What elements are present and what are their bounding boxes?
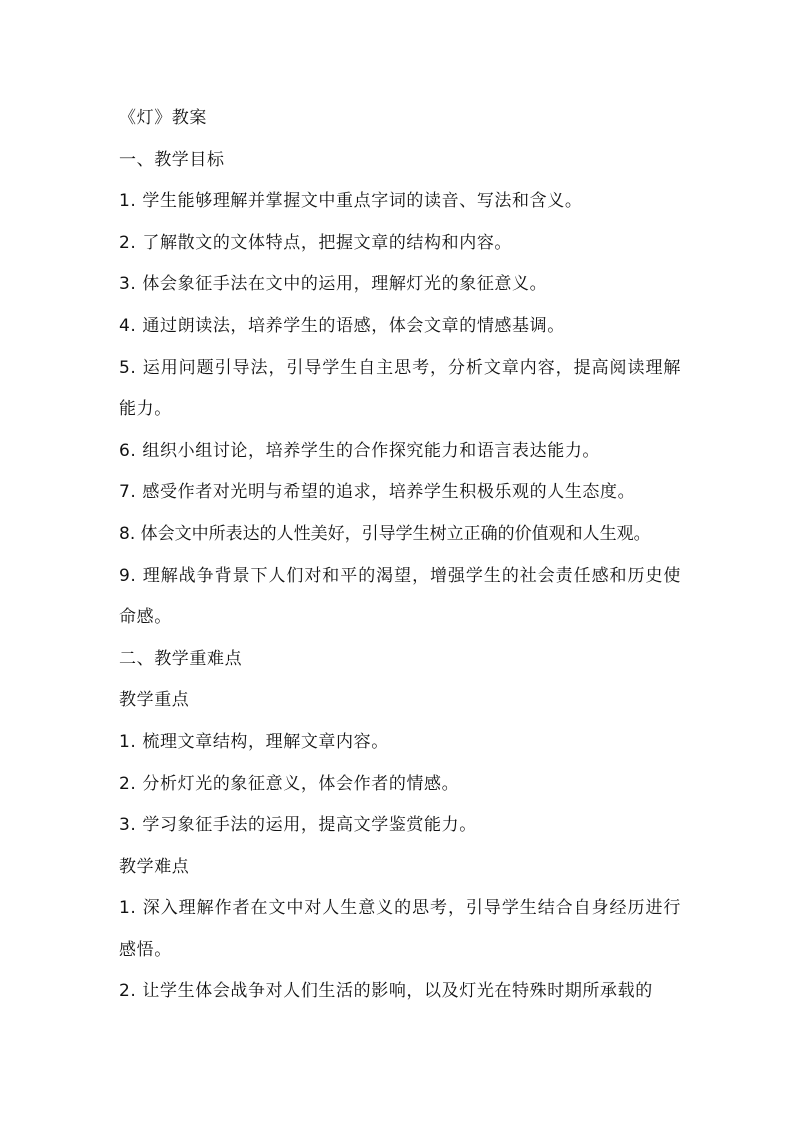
key-point-item: 1. 梳理文章结构，理解文章内容。 — [119, 731, 389, 752]
objective-item: 7. 感受作者对光明与希望的追求，培养学生积极乐观的人生态度。 — [119, 482, 636, 503]
section-heading-key-difficulties: 二、教学重难点 — [119, 648, 243, 669]
objective-item: 4. 通过朗读法，培养学生的语感，体会文章的情感基调。 — [119, 315, 565, 336]
subheading-difficulties: 教学难点 — [119, 856, 190, 877]
section-heading-objectives: 一、教学目标 — [119, 149, 225, 170]
objective-item: 9. 理解战争背景下人们对和平的渴望，增强学生的社会责任感和历史使命感。 — [119, 565, 681, 628]
objective-item: 5. 运用问题引导法，引导学生自主思考，分析文章内容，提高阅读理解能力。 — [119, 357, 681, 420]
objective-item: 8. 体会文中所表达的人性美好，引导学生树立正确的价值观和人生观。 — [119, 523, 651, 544]
document-body — [119, 98, 681, 1013]
difficulty-item: 1. 深入理解作者在文中对人生意义的思考，引导学生结合自身经历进行感悟。 — [119, 898, 681, 960]
key-point-item: 2. 分析灯光的象征意义，体会作者的情感。 — [119, 773, 460, 794]
objective-item: 3. 体会象征手法在文中的运用，理解灯光的象征意义。 — [119, 274, 548, 295]
key-point-item: 3. 学习象征手法的运用，提高文学鉴赏能力。 — [119, 815, 477, 836]
subheading-key-points: 教学重点 — [119, 690, 190, 711]
objective-item: 6. 组织小组讨论，培养学生的合作探究能力和语言表达能力。 — [119, 440, 601, 461]
difficulty-item: 2. 让学生体会战争对人们生活的影响，以及灯光在特殊时期所承载的 — [119, 981, 653, 1002]
objective-item: 1. 学生能够理解并掌握文中重点字词的读音、写法和含义。 — [119, 191, 583, 212]
document-title: 《灯》教案 — [119, 108, 207, 128]
objective-item: 2. 了解散文的文体特点，把握文章的结构和内容。 — [119, 232, 513, 253]
